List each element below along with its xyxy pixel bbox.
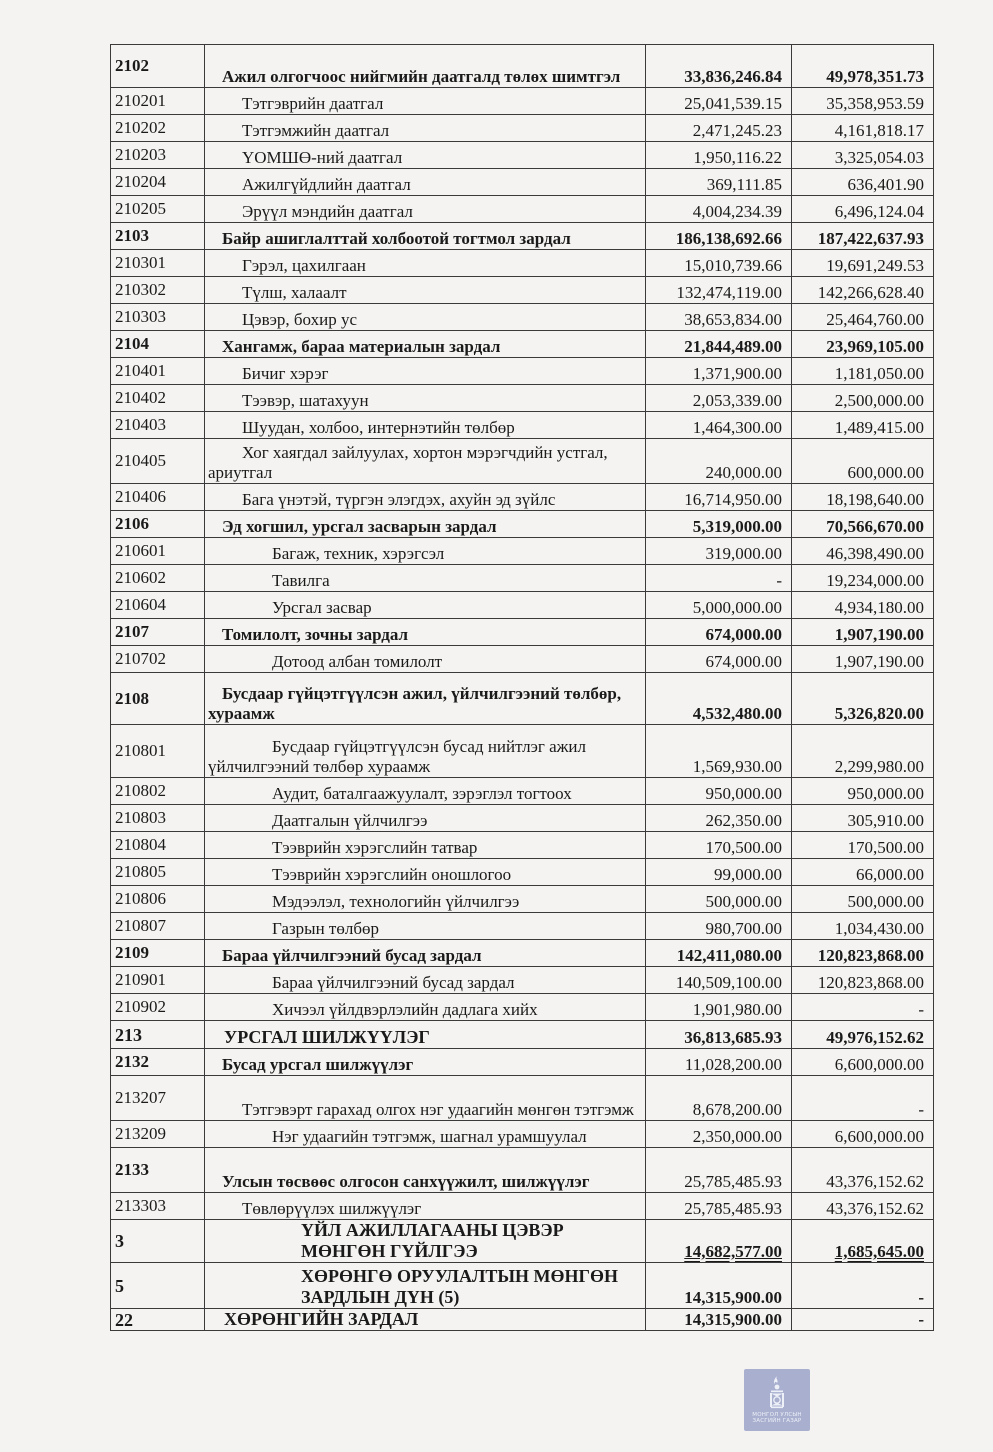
row-name: Тэтгэврийн даатгал bbox=[205, 88, 646, 115]
row-code: 210203 bbox=[111, 142, 205, 169]
value-column-1 bbox=[646, 1076, 792, 1121]
value-2: 305,910.00 bbox=[847, 811, 924, 830]
row-code: 210801 bbox=[111, 725, 205, 778]
value-column-1 bbox=[646, 1309, 792, 1331]
value-column-2 bbox=[792, 592, 934, 619]
value-2: 25,464,760.00 bbox=[826, 310, 924, 329]
value-1: 500,000.00 bbox=[705, 892, 782, 911]
value-column-2 bbox=[792, 886, 934, 913]
row-name: Тэтгэвэрт гарахад олгох нэг удаагийн мөнгөн тэтгэмж bbox=[205, 1076, 646, 1121]
value-column-2 bbox=[792, 1021, 934, 1049]
row-name: Тэтгэмжийн даатгал bbox=[205, 115, 646, 142]
row-name: Ажил олгогчоос нийгмийн даатгалд төлөх шимтгэл bbox=[205, 45, 646, 88]
value-column-2 bbox=[792, 358, 934, 385]
table-row bbox=[111, 358, 934, 385]
value-1: 4,532,480.00 bbox=[692, 704, 782, 723]
table-row bbox=[111, 142, 934, 169]
row-code: 213303 bbox=[111, 1193, 205, 1220]
logo-caption: МОНГОЛ УЛСЫН ЗАСГИЙН ГАЗАР bbox=[752, 1412, 802, 1424]
value-column-1 bbox=[646, 358, 792, 385]
row-name: Аудит, баталгаажуулалт, зэрэглэл тогтоох bbox=[205, 778, 646, 805]
value-2: 1,034,430.00 bbox=[834, 919, 924, 938]
row-code: 2108 bbox=[111, 673, 205, 725]
value-column-2 bbox=[792, 1076, 934, 1121]
table-row bbox=[111, 115, 934, 142]
row-code: 210406 bbox=[111, 484, 205, 511]
value-column-2 bbox=[792, 994, 934, 1021]
value-2: 1,907,190.00 bbox=[834, 652, 924, 671]
row-code: 2109 bbox=[111, 940, 205, 967]
table-row bbox=[111, 250, 934, 277]
value-column-2 bbox=[792, 439, 934, 484]
row-code: 210803 bbox=[111, 805, 205, 832]
row-code: 2132 bbox=[111, 1049, 205, 1076]
value-2: 120,823,868.00 bbox=[817, 946, 924, 965]
value-column-2 bbox=[792, 859, 934, 886]
value-column-1 bbox=[646, 412, 792, 439]
row-code: 210805 bbox=[111, 859, 205, 886]
value-column-1 bbox=[646, 196, 792, 223]
value-1: 14,315,900.00 bbox=[684, 1310, 782, 1329]
value-column-2 bbox=[792, 115, 934, 142]
value-column-1 bbox=[646, 940, 792, 967]
value-2: 43,376,152.62 bbox=[826, 1199, 924, 1218]
value-column-1 bbox=[646, 1049, 792, 1076]
value-2: 950,000.00 bbox=[847, 784, 924, 803]
row-code: 2133 bbox=[111, 1148, 205, 1193]
table-row bbox=[111, 1049, 934, 1076]
value-2: 600,000.00 bbox=[847, 463, 924, 482]
value-column-1 bbox=[646, 725, 792, 778]
value-column-2 bbox=[792, 412, 934, 439]
table-row bbox=[111, 1309, 934, 1331]
table-row bbox=[111, 886, 934, 913]
value-2: 3,325,054.03 bbox=[834, 148, 924, 167]
value-column-2 bbox=[792, 169, 934, 196]
row-code: 210401 bbox=[111, 358, 205, 385]
value-column-1 bbox=[646, 859, 792, 886]
value-2: 120,823,868.00 bbox=[817, 973, 924, 992]
value-2: 18,198,640.00 bbox=[826, 490, 924, 509]
table-row bbox=[111, 88, 934, 115]
value-1: 2,471,245.23 bbox=[692, 121, 782, 140]
value-1: 1,371,900.00 bbox=[692, 364, 782, 383]
row-name: Бусад урсгал шилжүүлэг bbox=[205, 1049, 646, 1076]
row-code: 210802 bbox=[111, 778, 205, 805]
table-row bbox=[111, 439, 934, 484]
row-name: Байр ашиглалттай холбоотой тогтмол зардал bbox=[205, 223, 646, 250]
value-column-1 bbox=[646, 331, 792, 358]
value-column-2 bbox=[792, 250, 934, 277]
value-column-1 bbox=[646, 484, 792, 511]
table-row bbox=[111, 592, 934, 619]
value-1: 16,714,950.00 bbox=[684, 490, 782, 509]
row-name: Төвлөрүүлэх шилжүүлэг bbox=[205, 1193, 646, 1220]
table-row bbox=[111, 484, 934, 511]
value-column-2 bbox=[792, 940, 934, 967]
row-name: Бусдаар гүйцэтгүүлсэн бусад нийтлэг ажил үйлчилгээний төлбөр хураамж bbox=[205, 725, 646, 778]
value-column-2 bbox=[792, 913, 934, 940]
table-row bbox=[111, 304, 934, 331]
row-name: ҮОМШӨ-ний даатгал bbox=[205, 142, 646, 169]
value-column-2 bbox=[792, 304, 934, 331]
table-row bbox=[111, 1121, 934, 1148]
value-1: 142,411,080.00 bbox=[676, 946, 782, 965]
value-column-1 bbox=[646, 1148, 792, 1193]
value-2: 1,489,415.00 bbox=[834, 418, 924, 437]
row-name: Цэвэр, бохир ус bbox=[205, 304, 646, 331]
value-1: 1,950,116.22 bbox=[693, 148, 782, 167]
value-column-1 bbox=[646, 511, 792, 538]
value-1: 1,464,300.00 bbox=[692, 418, 782, 437]
value-column-2 bbox=[792, 725, 934, 778]
value-column-2 bbox=[792, 805, 934, 832]
value-column-1 bbox=[646, 778, 792, 805]
value-2: 66,000.00 bbox=[856, 865, 924, 884]
value-1: 319,000.00 bbox=[705, 544, 782, 563]
row-name: Нэг удаагийн тэтгэмж, шагнал урамшуулал bbox=[205, 1121, 646, 1148]
row-name: Бичиг хэрэг bbox=[205, 358, 646, 385]
value-column-2 bbox=[792, 277, 934, 304]
value-column-2 bbox=[792, 1121, 934, 1148]
row-code: 210403 bbox=[111, 412, 205, 439]
row-name: Тээврийн хэрэгслийн татвар bbox=[205, 832, 646, 859]
value-2: 187,422,637.93 bbox=[817, 229, 924, 248]
row-code: 210902 bbox=[111, 994, 205, 1021]
value-column-2 bbox=[792, 142, 934, 169]
row-code: 210201 bbox=[111, 88, 205, 115]
value-2: 5,326,820.00 bbox=[834, 704, 924, 723]
value-1: 132,474,119.00 bbox=[676, 283, 782, 302]
value-column-2 bbox=[792, 646, 934, 673]
value-2: 46,398,490.00 bbox=[826, 544, 924, 563]
row-code: 2106 bbox=[111, 511, 205, 538]
value-2: 1,181,050.00 bbox=[834, 364, 924, 383]
value-column-1 bbox=[646, 832, 792, 859]
table-row bbox=[111, 1076, 934, 1121]
row-code: 210205 bbox=[111, 196, 205, 223]
table-row bbox=[111, 538, 934, 565]
row-code: 210202 bbox=[111, 115, 205, 142]
row-code: 2102 bbox=[111, 45, 205, 88]
value-column-2 bbox=[792, 967, 934, 994]
value-2: 2,299,980.00 bbox=[834, 757, 924, 776]
value-1: 8,678,200.00 bbox=[692, 1100, 782, 1119]
value-2: 19,234,000.00 bbox=[826, 571, 924, 590]
table-row bbox=[111, 412, 934, 439]
value-1: 950,000.00 bbox=[705, 784, 782, 803]
row-code: 210601 bbox=[111, 538, 205, 565]
row-code: 210806 bbox=[111, 886, 205, 913]
row-code: 210901 bbox=[111, 967, 205, 994]
value-column-2 bbox=[792, 484, 934, 511]
value-column-1 bbox=[646, 592, 792, 619]
table-row bbox=[111, 913, 934, 940]
row-name: Гэрэл, цахилгаан bbox=[205, 250, 646, 277]
row-name: Багаж, техник, хэрэгсэл bbox=[205, 538, 646, 565]
row-name: Тавилга bbox=[205, 565, 646, 592]
value-column-1 bbox=[646, 619, 792, 646]
value-1: 140,509,100.00 bbox=[675, 973, 782, 992]
value-1: 33,836,246.84 bbox=[684, 67, 782, 86]
row-code: 5 bbox=[111, 1263, 205, 1309]
row-code: 210402 bbox=[111, 385, 205, 412]
value-2: 6,600,000.00 bbox=[834, 1127, 924, 1146]
value-column-2 bbox=[792, 1220, 934, 1263]
row-code: 2103 bbox=[111, 223, 205, 250]
government-logo bbox=[744, 1369, 810, 1431]
value-1: - bbox=[776, 571, 782, 590]
value-2: 35,358,953.59 bbox=[826, 94, 924, 113]
value-column-1 bbox=[646, 1220, 792, 1263]
row-name: Улсын төсвөөс олгосон санхүүжилт, шилжүүлэг bbox=[205, 1148, 646, 1193]
value-column-1 bbox=[646, 967, 792, 994]
row-name: УРСГАЛ ШИЛЖҮҮЛЭГ bbox=[205, 1021, 646, 1049]
row-name: Ажилгүйдлийн даатгал bbox=[205, 169, 646, 196]
table-row bbox=[111, 805, 934, 832]
value-column-2 bbox=[792, 88, 934, 115]
row-name: Бараа үйлчилгээний бусад зардал bbox=[205, 967, 646, 994]
value-2: 4,934,180.00 bbox=[834, 598, 924, 617]
value-column-1 bbox=[646, 439, 792, 484]
value-column-1 bbox=[646, 673, 792, 725]
value-column-1 bbox=[646, 45, 792, 88]
value-column-1 bbox=[646, 1193, 792, 1220]
value-2: 142,266,628.40 bbox=[817, 283, 924, 302]
row-name: Тээвэр, шатахуун bbox=[205, 385, 646, 412]
value-1: 21,844,489.00 bbox=[684, 337, 782, 356]
row-code: 210804 bbox=[111, 832, 205, 859]
value-column-2 bbox=[792, 1148, 934, 1193]
value-2: 43,376,152.62 bbox=[826, 1172, 924, 1191]
value-column-1 bbox=[646, 88, 792, 115]
value-2: 23,969,105.00 bbox=[826, 337, 924, 356]
budget-table bbox=[110, 44, 934, 1331]
row-name: Даатгалын үйлчилгээ bbox=[205, 805, 646, 832]
row-name: Хичээл үйлдвэрлэлийн дадлага хийх bbox=[205, 994, 646, 1021]
value-column-2 bbox=[792, 565, 934, 592]
value-1: 25,785,485.93 bbox=[684, 1199, 782, 1218]
table-row bbox=[111, 511, 934, 538]
value-column-1 bbox=[646, 115, 792, 142]
row-name: Бусдаар гүйцэтгүүлсэн ажил, үйлчилгээний төлбөр, хураамж bbox=[205, 673, 646, 725]
row-code: 210602 bbox=[111, 565, 205, 592]
table-row bbox=[111, 565, 934, 592]
table-row bbox=[111, 1220, 934, 1263]
row-code: 3 bbox=[111, 1220, 205, 1263]
value-column-2 bbox=[792, 511, 934, 538]
table-row bbox=[111, 385, 934, 412]
row-name: ХӨРӨНГӨ ОРУУЛАЛТЫН МӨНГӨН ЗАРДЛЫН ДҮН (5) bbox=[205, 1263, 646, 1309]
value-1: 4,004,234.39 bbox=[692, 202, 782, 221]
value-column-1 bbox=[646, 169, 792, 196]
table-row bbox=[111, 646, 934, 673]
value-2: 19,691,249.53 bbox=[826, 256, 924, 275]
value-1: 5,000,000.00 bbox=[692, 598, 782, 617]
value-column-2 bbox=[792, 196, 934, 223]
value-1: 14,315,900.00 bbox=[684, 1288, 782, 1307]
row-code: 210604 bbox=[111, 592, 205, 619]
value-column-1 bbox=[646, 565, 792, 592]
row-name: Шуудан, холбоо, интернэтийн төлбөр bbox=[205, 412, 646, 439]
value-2: 49,976,152.62 bbox=[826, 1028, 924, 1047]
value-column-1 bbox=[646, 805, 792, 832]
row-name: Мэдээлэл, технологийн үйлчилгээ bbox=[205, 886, 646, 913]
value-1: 262,350.00 bbox=[705, 811, 782, 830]
row-name: Эрүүл мэндийн даатгал bbox=[205, 196, 646, 223]
value-1: 36,813,685.93 bbox=[684, 1028, 782, 1047]
table-row bbox=[111, 331, 934, 358]
value-column-2 bbox=[792, 1263, 934, 1309]
value-column-2 bbox=[792, 1309, 934, 1331]
value-2: 6,600,000.00 bbox=[834, 1055, 924, 1074]
value-2: 6,496,124.04 bbox=[834, 202, 924, 221]
table-row bbox=[111, 1193, 934, 1220]
value-1: 240,000.00 bbox=[705, 463, 782, 482]
row-name: ХӨРӨНГИЙН ЗАРДАЛ bbox=[205, 1309, 646, 1331]
table-row bbox=[111, 673, 934, 725]
row-code: 210405 bbox=[111, 439, 205, 484]
value-2: - bbox=[918, 1100, 924, 1119]
table-row bbox=[111, 967, 934, 994]
value-1: 2,053,339.00 bbox=[692, 391, 782, 410]
row-code: 210303 bbox=[111, 304, 205, 331]
row-name: Хог хаягдал зайлуулах, хортон мэрэгчдийн устгал, ариутгал bbox=[205, 439, 646, 484]
row-name: Бараа үйлчилгээний бусад зардал bbox=[205, 940, 646, 967]
value-1: 99,000.00 bbox=[714, 865, 782, 884]
row-code: 2107 bbox=[111, 619, 205, 646]
value-1: 11,028,200.00 bbox=[684, 1055, 782, 1074]
row-name: Урсгал засвар bbox=[205, 592, 646, 619]
row-code: 2104 bbox=[111, 331, 205, 358]
value-column-2 bbox=[792, 223, 934, 250]
value-1: 369,111.85 bbox=[706, 175, 782, 194]
row-name: ҮЙЛ АЖИЛЛАГААНЫ ЦЭВЭР МӨНГӨН ГҮЙЛГЭЭ bbox=[205, 1220, 646, 1263]
value-1: 38,653,834.00 bbox=[684, 310, 782, 329]
value-column-1 bbox=[646, 250, 792, 277]
value-2: - bbox=[918, 1000, 924, 1019]
value-column-1 bbox=[646, 538, 792, 565]
row-code: 210807 bbox=[111, 913, 205, 940]
value-1: 170,500.00 bbox=[705, 838, 782, 857]
value-2: 49,978,351.73 bbox=[826, 67, 924, 86]
value-1: 5,319,000.00 bbox=[692, 517, 782, 536]
value-column-2 bbox=[792, 1049, 934, 1076]
value-1: 25,785,485.93 bbox=[684, 1172, 782, 1191]
value-1: 186,138,692.66 bbox=[675, 229, 782, 248]
value-column-1 bbox=[646, 994, 792, 1021]
value-column-1 bbox=[646, 886, 792, 913]
row-code: 213 bbox=[111, 1021, 205, 1049]
table-row bbox=[111, 196, 934, 223]
row-name: Тээврийн хэрэгслийн оношлогоо bbox=[205, 859, 646, 886]
value-column-2 bbox=[792, 832, 934, 859]
value-1: 14,682,577.00 bbox=[684, 1242, 782, 1261]
value-column-1 bbox=[646, 142, 792, 169]
value-1: 15,010,739.66 bbox=[684, 256, 782, 275]
value-1: 674,000.00 bbox=[705, 625, 782, 644]
value-column-1 bbox=[646, 223, 792, 250]
table-row bbox=[111, 1148, 934, 1193]
value-column-2 bbox=[792, 673, 934, 725]
value-column-2 bbox=[792, 778, 934, 805]
value-column-1 bbox=[646, 646, 792, 673]
row-name: Газрын төлбөр bbox=[205, 913, 646, 940]
value-2: - bbox=[918, 1288, 924, 1307]
value-column-1 bbox=[646, 277, 792, 304]
value-column-1 bbox=[646, 1021, 792, 1049]
value-2: 1,685,645.00 bbox=[834, 1242, 924, 1261]
value-2: 170,500.00 bbox=[847, 838, 924, 857]
value-1: 1,569,930.00 bbox=[692, 757, 782, 776]
table-row bbox=[111, 832, 934, 859]
value-column-2 bbox=[792, 619, 934, 646]
table-row bbox=[111, 1263, 934, 1309]
table-row bbox=[111, 940, 934, 967]
row-code: 210302 bbox=[111, 277, 205, 304]
row-code: 22 bbox=[111, 1309, 205, 1331]
table-row bbox=[111, 1021, 934, 1049]
table-row bbox=[111, 169, 934, 196]
value-column-1 bbox=[646, 385, 792, 412]
value-column-2 bbox=[792, 385, 934, 412]
table-row bbox=[111, 778, 934, 805]
value-column-2 bbox=[792, 45, 934, 88]
row-code: 210301 bbox=[111, 250, 205, 277]
table-row bbox=[111, 277, 934, 304]
value-column-1 bbox=[646, 304, 792, 331]
row-code: 210204 bbox=[111, 169, 205, 196]
row-name: Түлш, халаалт bbox=[205, 277, 646, 304]
value-column-1 bbox=[646, 1263, 792, 1309]
value-column-1 bbox=[646, 1121, 792, 1148]
value-2: 636,401.90 bbox=[847, 175, 924, 194]
soyombo-icon bbox=[766, 1375, 788, 1409]
table-row bbox=[111, 994, 934, 1021]
value-column-2 bbox=[792, 331, 934, 358]
value-1: 25,041,539.15 bbox=[684, 94, 782, 113]
table-row bbox=[111, 45, 934, 88]
value-2: 70,566,670.00 bbox=[826, 517, 924, 536]
row-name: Эд хогшил, урсгал засварын зардал bbox=[205, 511, 646, 538]
table-row bbox=[111, 859, 934, 886]
value-1: 674,000.00 bbox=[705, 652, 782, 671]
value-2: 500,000.00 bbox=[847, 892, 924, 911]
row-code: 213209 bbox=[111, 1121, 205, 1148]
row-code: 210702 bbox=[111, 646, 205, 673]
value-2: - bbox=[918, 1310, 924, 1329]
value-1: 980,700.00 bbox=[705, 919, 782, 938]
table-row bbox=[111, 725, 934, 778]
table-row bbox=[111, 223, 934, 250]
row-name: Хангамж, бараа материалын зардал bbox=[205, 331, 646, 358]
value-2: 1,907,190.00 bbox=[834, 625, 924, 644]
value-2: 2,500,000.00 bbox=[834, 391, 924, 410]
row-code: 213207 bbox=[111, 1076, 205, 1121]
row-name: Томилолт, зочны зардал bbox=[205, 619, 646, 646]
row-name: Бага үнэтэй, түргэн элэгдэх, ахуйн эд зүйлс bbox=[205, 484, 646, 511]
table-row bbox=[111, 619, 934, 646]
value-2: 4,161,818.17 bbox=[834, 121, 924, 140]
value-column-1 bbox=[646, 913, 792, 940]
value-column-2 bbox=[792, 1193, 934, 1220]
value-column-2 bbox=[792, 538, 934, 565]
row-name: Дотоод албан томилолт bbox=[205, 646, 646, 673]
value-1: 1,901,980.00 bbox=[692, 1000, 782, 1019]
value-1: 2,350,000.00 bbox=[692, 1127, 782, 1146]
